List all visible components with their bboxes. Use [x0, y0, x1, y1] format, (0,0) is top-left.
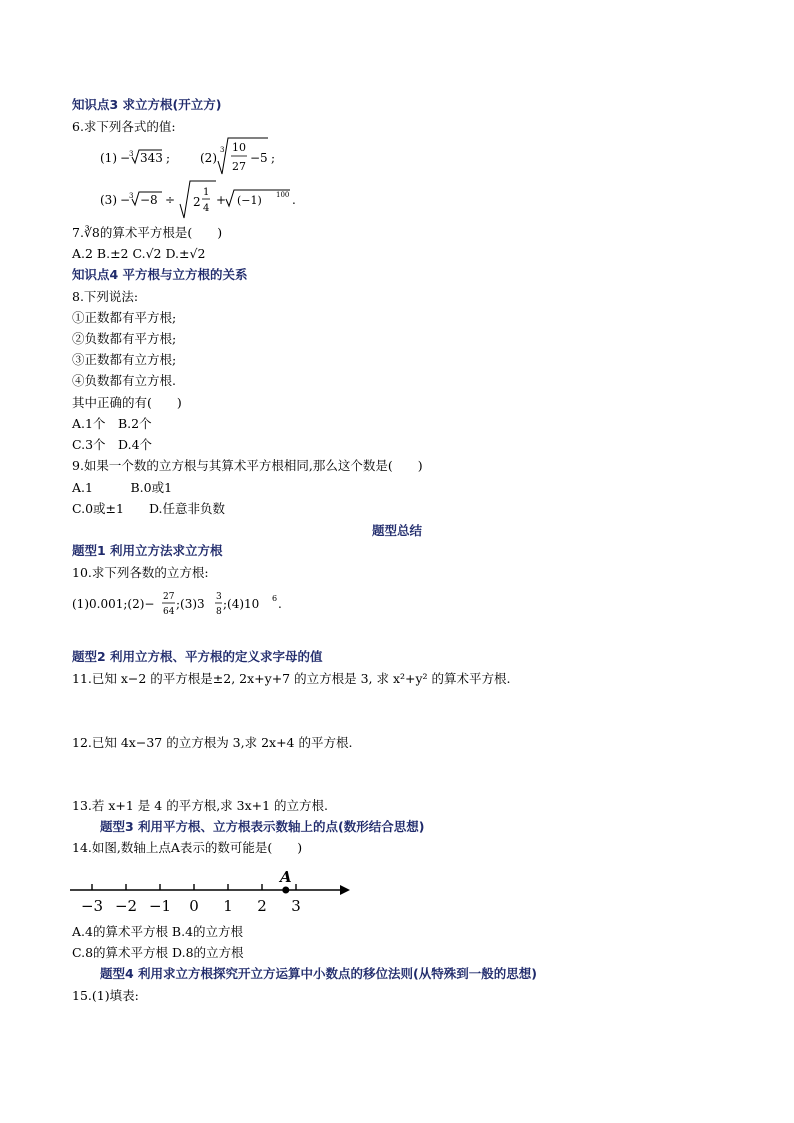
summary-title: 题型总结: [371, 523, 422, 538]
axis-tick-label: −1: [148, 897, 172, 915]
q6-p3-end: .: [292, 193, 296, 207]
axis-tick-label: −3: [80, 897, 104, 915]
q8-statement-1: ①正数都有平方根;: [72, 310, 177, 325]
type-1-heading: 题型1 利用立方法求立方根: [72, 543, 223, 558]
q10-part-a: (1)0.001;(2)−: [72, 597, 155, 611]
q14-options-1: A.4的算术平方根 B.4的立方根: [72, 924, 244, 939]
point-a-dot: [282, 887, 289, 894]
svg-text:−: −: [120, 193, 131, 207]
question-13: 13.若 x+1 是 4 的平方根,求 3x+1 的立方根.: [72, 798, 329, 813]
question-12: 12.已知 4x−37 的立方根为 3,求 2x+4 的平方根.: [72, 735, 353, 750]
q8-options-2: C.3个 D.4个: [72, 437, 153, 452]
question-15: 15.(1)填表:: [72, 988, 139, 1003]
q6-p3-den: 4: [203, 203, 210, 214]
q10-part-c: ;(4)10: [223, 597, 260, 611]
q6-math-line2: [100, 178, 320, 222]
point-a-label: A: [279, 868, 292, 886]
svg-text:−: −: [120, 151, 131, 165]
question-6: 6.求下列各式的值:: [72, 119, 176, 134]
q10-part-d: .: [278, 597, 282, 611]
q9-options-2: C.0或±1 D.任意非负数: [72, 501, 226, 516]
q6-p3-inner: (−1): [237, 194, 262, 207]
q6-p2-tail: −5: [250, 151, 268, 165]
question-7: 7.∛8的算术平方根是( ): [72, 225, 223, 240]
q6-sep1: ;: [166, 151, 171, 165]
q8-options-1: A.1个 B.2个: [72, 416, 152, 431]
q8-statement-4: ④负数都有立方根.: [72, 373, 176, 388]
q6-p3-a: −8: [140, 193, 158, 207]
q10-exp: 6: [272, 594, 278, 603]
type-4-heading: 题型4 利用求立方根探究开立方运算中小数点的移位法则(从特殊到一般的思想): [100, 966, 537, 981]
type-2-heading: 题型2 利用立方根、平方根的定义求字母的值: [72, 649, 323, 664]
question-10: 10.求下列各数的立方根:: [72, 565, 209, 580]
q6-p3-plus: +: [216, 193, 227, 207]
question-14: 14.如图,数轴上点A表示的数可能是( ): [72, 840, 303, 855]
q8-ask: 其中正确的有( ): [72, 395, 182, 410]
q8-statement-3: ③正数都有立方根;: [72, 352, 177, 367]
svg-text:3: 3: [220, 146, 225, 154]
q10-f2-den: 8: [216, 607, 222, 617]
axis-tick-label: 1: [223, 897, 233, 915]
section-heading-kp3: 知识点3 求立方根(开立方): [72, 97, 222, 112]
q10-f1-num: 27: [163, 592, 175, 602]
question-7-options: A.2 B.±2 C.√2 D.±√2: [72, 246, 206, 261]
q9-options-1: A.1 B.0或1: [72, 480, 173, 495]
q6-math-line1: [100, 136, 300, 178]
axis-tick-label: −2: [114, 897, 138, 915]
q10-part-b: ;(3)3: [176, 597, 205, 611]
q8-statement-2: ②负数都有平方根;: [72, 331, 177, 346]
axis-tick-label: 2: [257, 897, 267, 915]
q10-f1-den: 64: [163, 607, 175, 617]
q6-p2-num: 10: [232, 141, 246, 154]
number-line: [68, 862, 358, 920]
q6-p1-label: (1): [100, 151, 117, 165]
section-heading-kp4: 知识点4 平方根与立方根的关系: [72, 267, 248, 282]
q6-p3-exp: 100: [276, 191, 290, 199]
q6-p3-label: (3): [100, 193, 117, 207]
axis-tick-label: 0: [189, 897, 199, 915]
axis-tick-label: 3: [291, 897, 301, 915]
q14-options-2: C.8的算术平方根 D.8的立方根: [72, 945, 244, 960]
svg-text:3: 3: [129, 192, 134, 200]
q10-math-line: [72, 588, 332, 622]
q6-p2-den: 27: [232, 160, 246, 173]
question-9: 9.如果一个数的立方根与其算术平方根相同,那么这个数是( ): [72, 458, 423, 473]
q6-p3-num: 1: [203, 187, 210, 198]
q6-p3-whole: 2: [193, 195, 201, 209]
question-8: 8.下列说法:: [72, 289, 139, 304]
question-11: 11.已知 x−2 的平方根是±2, 2x+y+7 的立方根是 3, 求 x²+y² 的算术平方根.: [72, 671, 511, 686]
svg-text:3: 3: [129, 150, 134, 158]
q6-p2-label: (2): [200, 151, 217, 165]
q10-f2-num: 3: [216, 592, 222, 602]
type-3-heading: 题型3 利用平方根、立方根表示数轴上的点(数形结合思想): [100, 819, 425, 834]
q6-sep2: ;: [271, 151, 276, 165]
q6-p1-expr: 343: [140, 151, 163, 165]
q6-p3-div: ÷: [165, 193, 176, 207]
